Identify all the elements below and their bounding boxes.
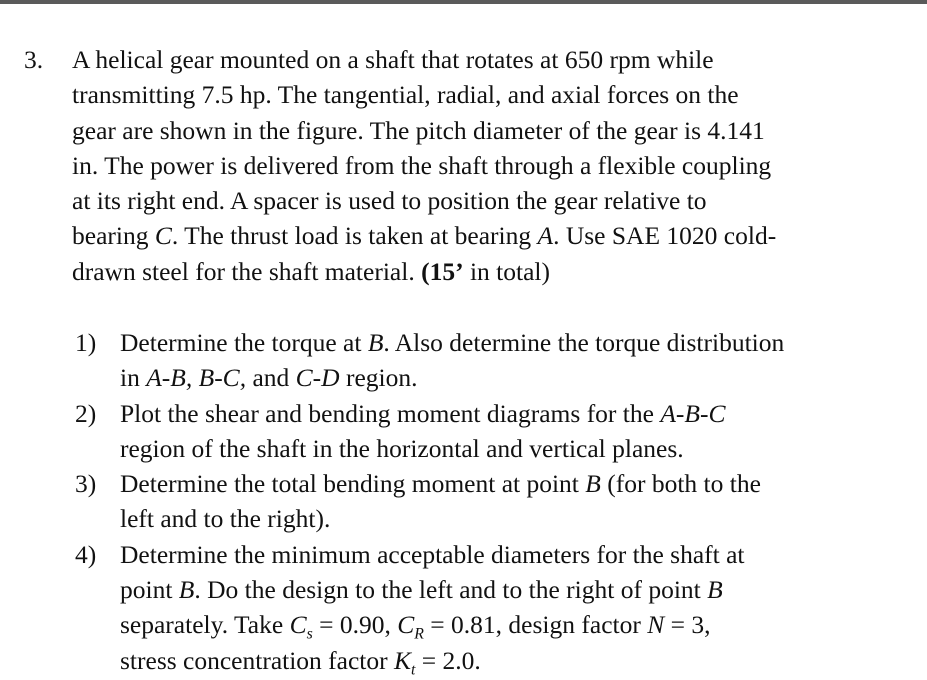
problem-statement	[72, 42, 902, 289]
statement-line-7: drawn steel for the shaft material. (15’ in total)	[72, 256, 550, 286]
task-number: 2)	[75, 398, 97, 428]
task-item-2: 2) Plot the shear and bending moment diagrams for the A-B-C region of the shaft in the horizontal and vertical planes.	[75, 396, 905, 467]
points-total: (15’	[421, 256, 464, 286]
task-number: 4)	[75, 539, 97, 569]
stress-concentration-kt: K	[394, 645, 412, 675]
statement-line-6: bearing C. The thrust load is taken at bearing A. Use SAE 1020 cold-	[72, 221, 777, 251]
coefficient-cr: C	[397, 610, 415, 640]
task-list	[75, 325, 905, 678]
bearing-a-label: A	[537, 221, 554, 251]
statement-line-4: in. The power is delivered from the shaft through a flexible coupling	[72, 150, 772, 180]
top-border-rule	[0, 0, 927, 4]
coefficient-cs: C	[289, 610, 307, 640]
statement-line-2: transmitting 7.5 hp. The tangential, radial, and axial forces on the	[72, 80, 739, 110]
design-factor-n: N	[647, 610, 665, 640]
problem-number: 3.	[24, 45, 44, 74]
bearing-c-label: C	[154, 221, 172, 251]
task-item-1: 1) Determine the torque at B. Also determine the torque distribution in A-B, B-C, and C-D region.	[75, 325, 905, 396]
statement-line-3: gear are shown in the figure. The pitch diameter of the gear is 4.141	[72, 115, 765, 145]
statement-line-5: at its right end. A spacer is used to position the gear relative to	[72, 186, 707, 216]
statement-line-1: A helical gear mounted on a shaft that rotates at 650 rpm while	[72, 45, 714, 74]
task-number: 3)	[75, 469, 97, 499]
task-number: 1)	[75, 328, 97, 357]
task-item-3: 3) Determine the total bending moment at point B (for both to the left and to the right).	[75, 466, 905, 537]
task-item-4: 4) Determine the minimum acceptable diameters for the shaft at point B. Do the design to the left and to the right of point B separately. Take $C_s = 0.90$, $C_R = 0.81$, design factor N = 3, stress concentration factor $K_t = 2.0$.	[75, 537, 905, 678]
